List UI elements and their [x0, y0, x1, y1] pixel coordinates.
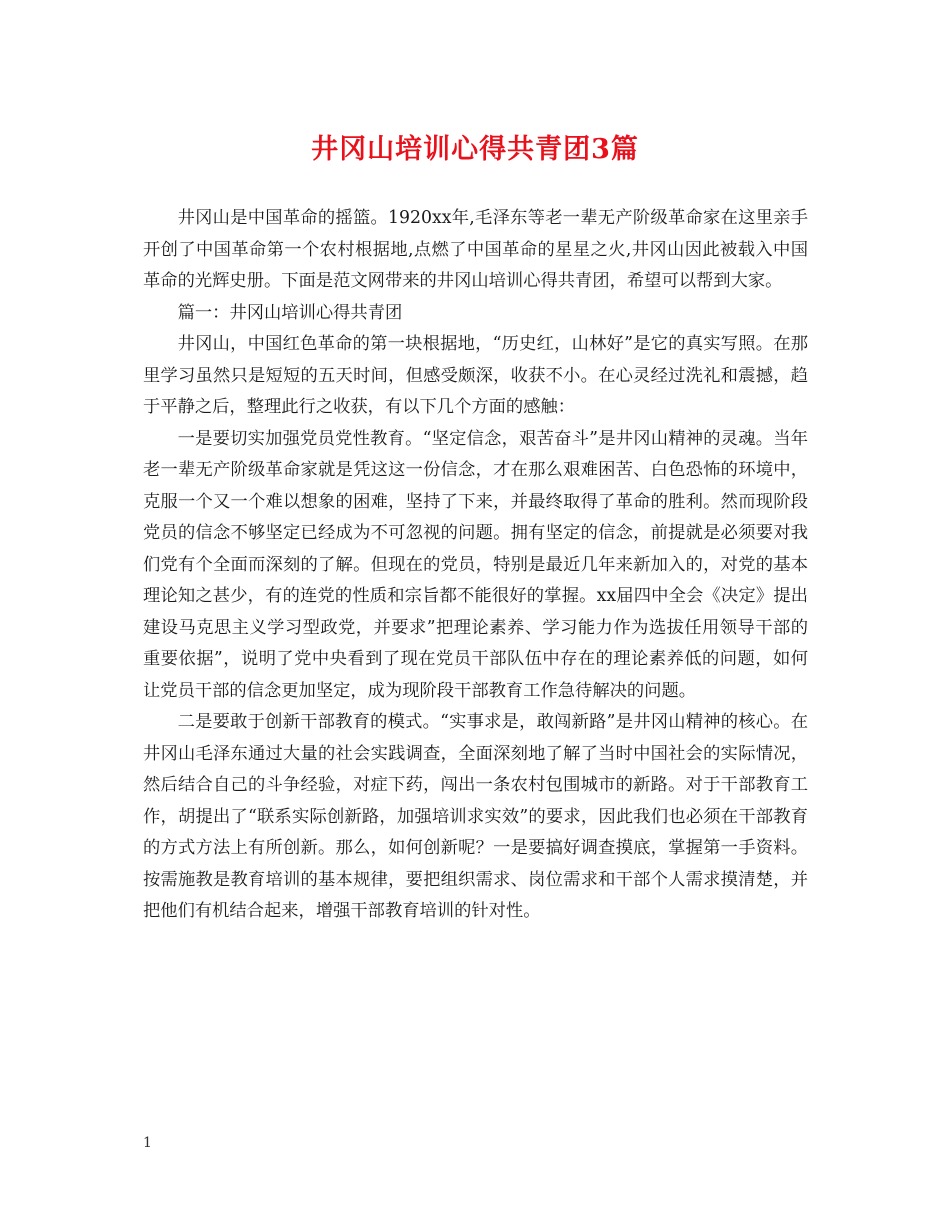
document-body	[143, 203, 808, 928]
paragraph-intro: 井冈山是中国革命的摇篮。1920xx年,毛泽东等老一辈无产阶级革命家在这里亲手开创了中国革命第一个农村根据地,点燃了中国革命的星星之火,井冈山因此被载入中国革命的光辉史册。下面是范文网带来的井冈山培训心得共青团，希望可以帮到大家。	[143, 208, 808, 291]
paragraph-3: 二是要敢于创新干部教育的模式。“实事求是，敢闯新路”是井冈山精神的核心。在井冈山毛泽东通过大量的社会实践调查，全面深刻地了解了当时中国社会的实际情况，然后结合自己的斗争经验，对症下药，闯出一条农村包围城市的新路。对于干部教育工作，胡提出了“联系实际创新路，加强培训求实效”的要求，因此我们也必须在干部教育的方式方法上有所创新。那么，如何创新呢？一是要搞好调查摸底，掌握第一手资料。按需施教是教育培训的基本规律，要把组织需求、岗位需求和干部个人需求摸清楚，并把他们有机结合起来，增强干部教育培训的针对性。	[143, 712, 808, 921]
section-heading: 篇一：井冈山培训心得共青团	[177, 302, 403, 323]
paragraph-2: 一是要切实加强党员党性教育。“坚定信念，艰苦奋斗”是井冈山精神的灵魂。当年老一辈无产阶级革命家就是凭这这一份信念，才在那么艰难困苦、白色恐怖的环境中，克服一个又一个难以想象的困难，坚持了下来，并最终取得了革命的胜利。然而现阶段党员的信念不够坚定已经成为不可忽视的问题。拥有坚定的信念，前提就是必须要对我们党有个全面而深刻的了解。但现在的党员，特别是最近几年来新加入的，对党的基本理论知之甚少，有的连党的性质和宗旨都不能很好的掌握。xx届四中全会《决定》提出建设马克思主义学习型政党，并要求”把理论素养、学习能力作为选拔任用领导干部的重要依据”，说明了党中央看到了现在党员干部队伍中存在的理论素养低的问题，如何让党员干部的信念更加坚定，成为现阶段干部教育工作急待解决的问题。	[143, 428, 808, 701]
paragraph-1: 井冈山，中国红色革命的第一块根据地，“历史红，山林好”是它的真实写照。在那里学习虽然只是短短的五天时间，但感受颇深，收获不小。在心灵经过洗礼和震撼，趋于平静之后，整理此行之收获，有以下几个方面的感触：	[143, 334, 808, 417]
page-number: 1	[143, 1135, 152, 1151]
document-title: 井冈山培训心得共青团3篇	[311, 134, 639, 165]
